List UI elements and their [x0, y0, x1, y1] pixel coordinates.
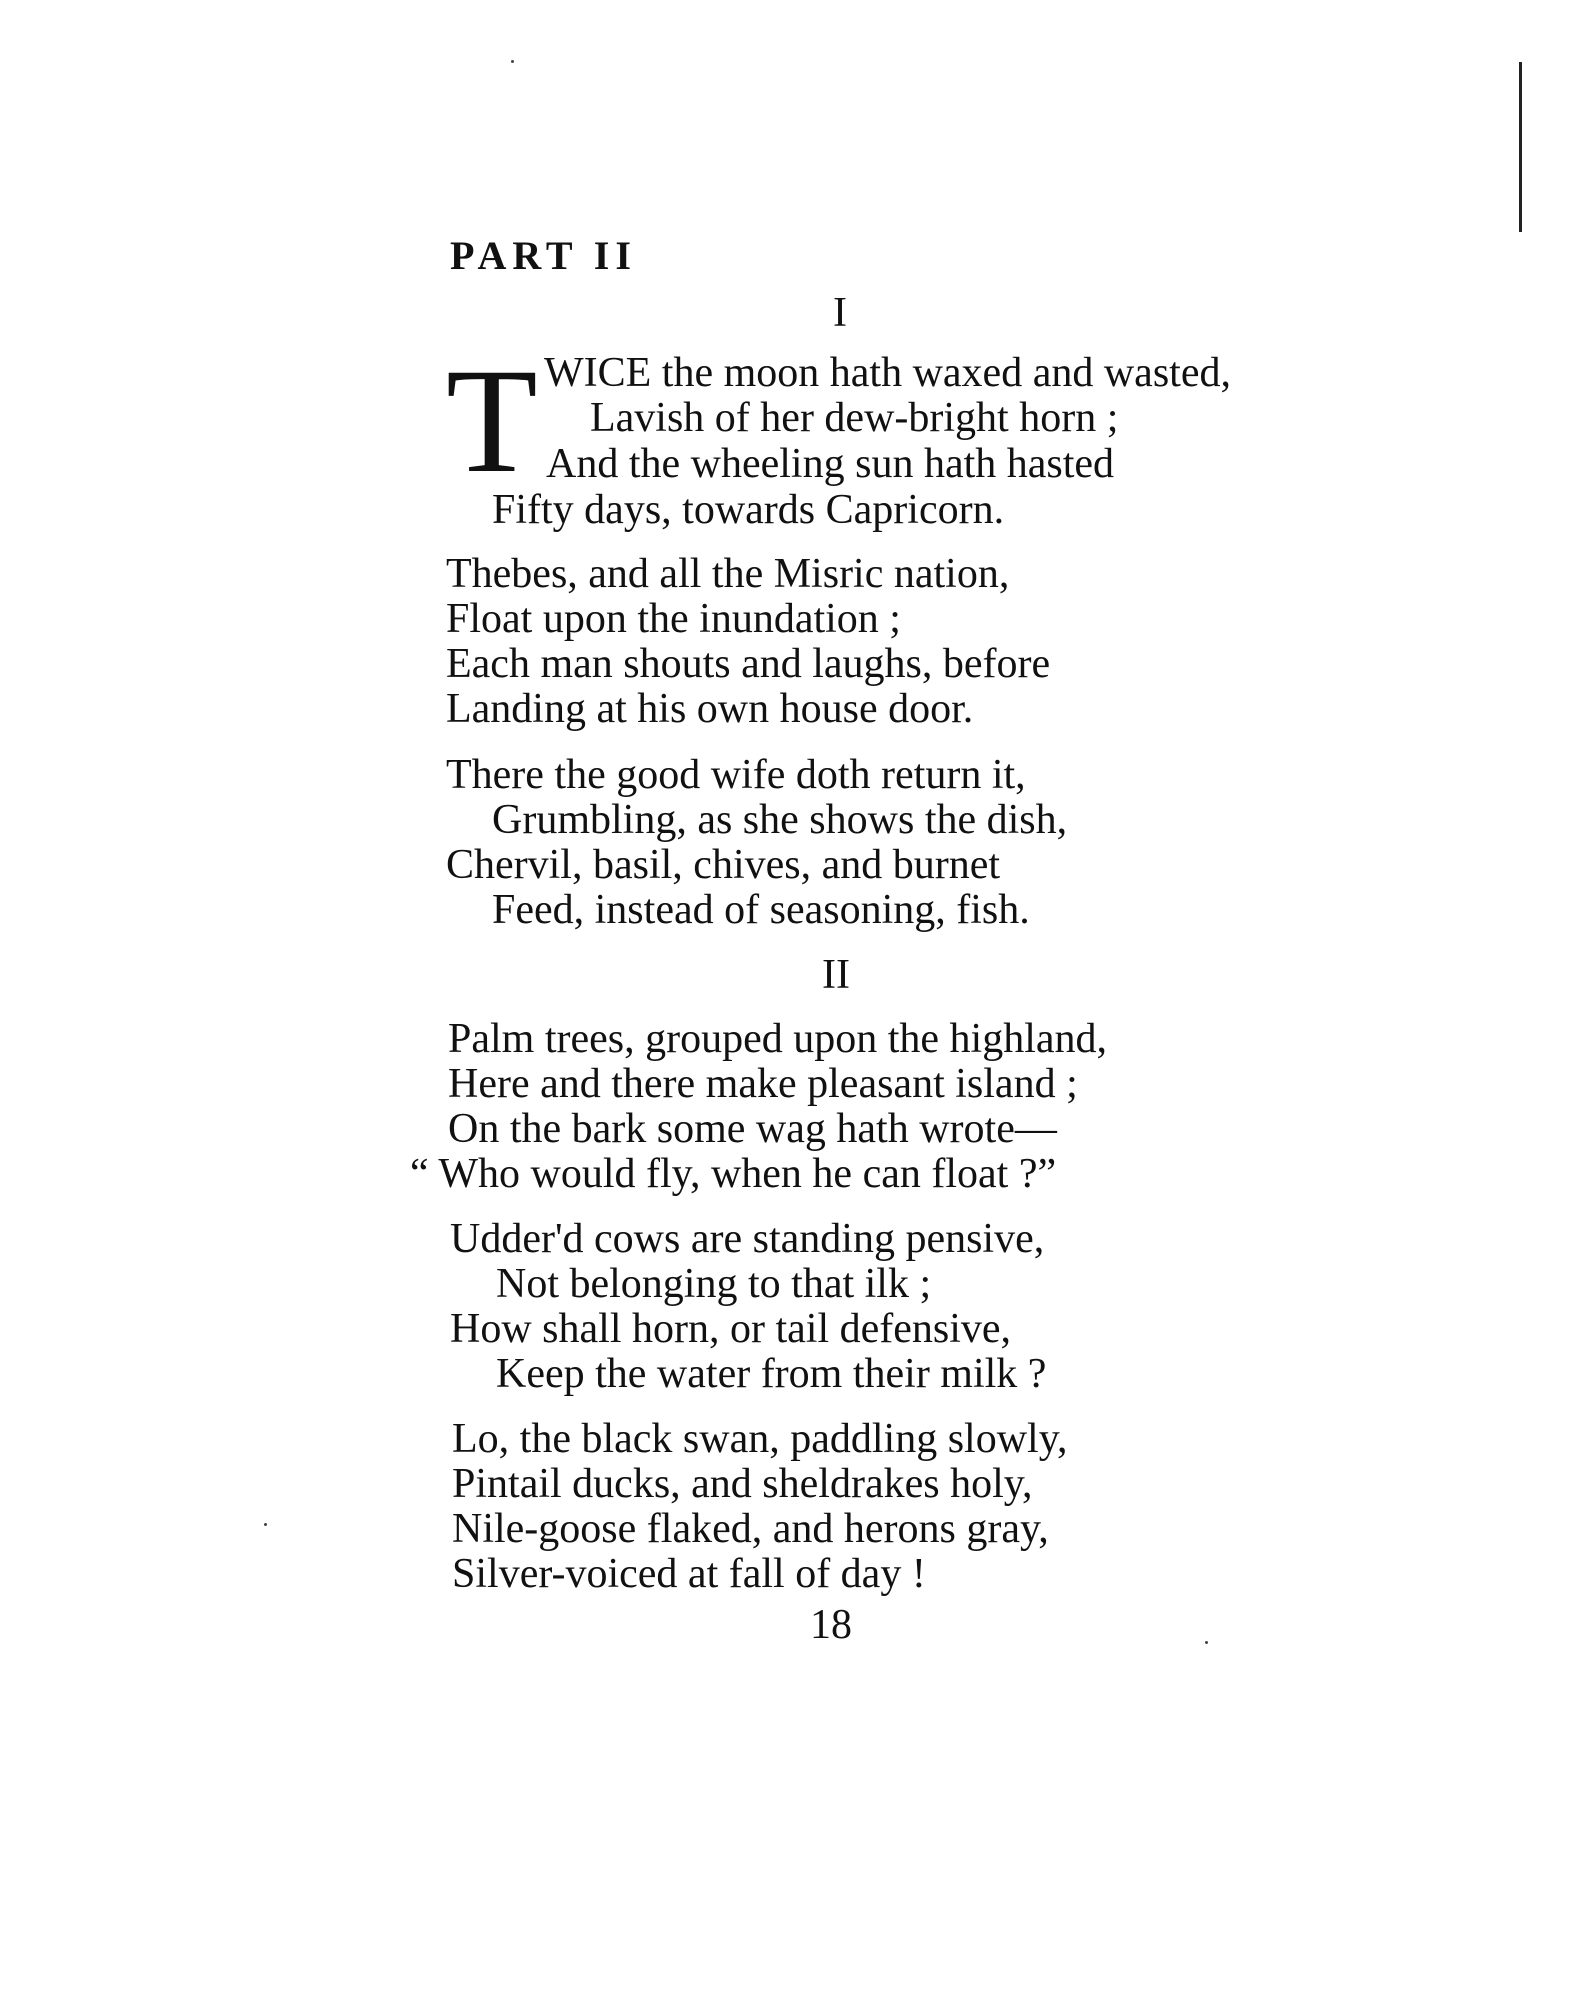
verse-line: Keep the water from their milk ? — [496, 1351, 1047, 1397]
section-numeral: II — [822, 952, 850, 998]
drop-cap: T — [446, 338, 538, 504]
section-numeral: I — [833, 290, 847, 336]
verse-line: Thebes, and all the Misric nation, — [446, 551, 1010, 597]
scan-speck — [1205, 1641, 1208, 1644]
verse-line: Nile-goose flaked, and herons gray, — [452, 1506, 1049, 1552]
verse-line: Float upon the inundation ; — [446, 596, 901, 642]
verse-line: “ Who would fly, when he can float ?” — [410, 1151, 1057, 1197]
verse-line: Pintail ducks, and sheldrakes holy, — [452, 1461, 1033, 1507]
verse-line: Silver-voiced at fall of day ! — [452, 1551, 926, 1597]
page-number: 18 — [810, 1602, 852, 1648]
verse-line: Here and there make pleasant island ; — [448, 1061, 1078, 1107]
scan-speck — [264, 1523, 267, 1526]
verse-line: Feed, instead of seasoning, fish. — [492, 887, 1030, 933]
verse-line: On the bark some wag hath wrote— — [448, 1106, 1057, 1152]
verse-line: Grumbling, as she shows the dish, — [492, 797, 1068, 843]
verse-line: Fifty days, towards Capricorn. — [492, 487, 1005, 533]
verse-line: Each man shouts and laughs, before — [446, 641, 1051, 687]
verse-line: How shall horn, or tail defensive, — [450, 1306, 1012, 1352]
verse-line: And the wheeling sun hath hasted — [546, 441, 1115, 487]
verse-line: There the good wife doth return it, — [446, 752, 1026, 798]
verse-line: Chervil, basil, chives, and burnet — [446, 842, 1001, 888]
verse-line: Palm trees, grouped upon the highland, — [448, 1016, 1108, 1062]
verse-line: Lo, the black swan, paddling slowly, — [452, 1416, 1068, 1462]
margin-rule — [1519, 62, 1522, 232]
verse-line: Not belonging to that ilk ; — [496, 1261, 932, 1307]
verse-line: WICE the moon hath waxed and wasted, — [544, 350, 1231, 396]
part-heading: PART II — [450, 233, 637, 278]
scan-speck — [511, 60, 514, 63]
verse-line: Udder'd cows are standing pensive, — [450, 1216, 1045, 1262]
verse-line: Landing at his own house door. — [446, 686, 974, 732]
verse-line: Lavish of her dew-bright horn ; — [590, 395, 1119, 441]
